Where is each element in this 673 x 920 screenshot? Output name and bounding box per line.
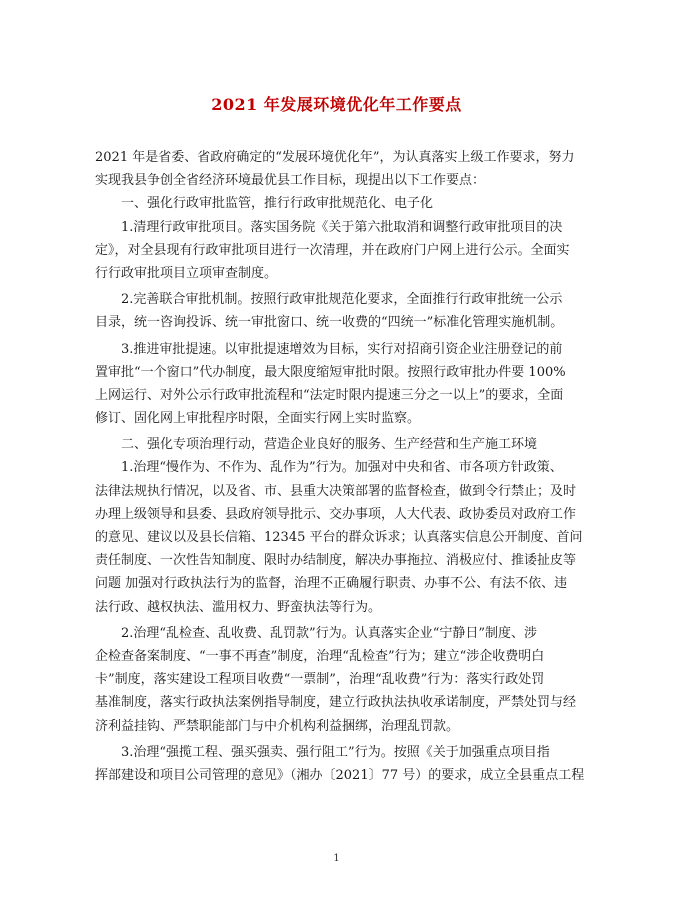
- paragraph-line: 置审批“一个窗口”代办制度，最大限度缩短审批时限。按照行政审批办件要 100%: [95, 364, 566, 380]
- paragraph-line: 法行政、越权执法、滥用权力、野蛮执法等行为。: [95, 599, 382, 615]
- paragraph-line: 基准制度，落实行政执法案例指导制度，建立行政执法执收承诺制度，严禁处罚与经: [95, 695, 577, 711]
- paragraph-line: 挥部建设和项目公司管理的意见》（湘办〔2021〕77 号）的要求，成立全县重点工程: [95, 767, 585, 783]
- paragraph-line: 问题 加强对行政执法行为的监督，治理不正确履行职责、办事不公、有法不依、违: [95, 576, 568, 592]
- page-number: 1: [333, 853, 340, 864]
- paragraph-line: 1.清理行政审批项目。落实国务院《关于第六批取消和调整行政审批项目的决: [121, 219, 563, 235]
- paragraph-line: 卡”制度，落实建设工程项目收费“一票制”，治理“乱收费”行为：落实行政处罚: [95, 672, 545, 688]
- paragraph-line: 2.完善联合审批机制。按照行政审批规范化要求，全面推行行政审批统一公示: [121, 292, 563, 308]
- section-heading: 二、强化专项治理行动，营造企业良好的服务、生产经营和生产施工环境: [121, 437, 538, 453]
- document-title: 2021 年发展环境优化年工作要点: [211, 95, 462, 114]
- paragraph-line: 上网运行、对外公示行政审批流程和“法定时限内提速三分之一以上”的要求，全面: [95, 387, 564, 403]
- paragraph-line: 济利益挂钩、严禁职能部门与中介机构利益捆绑，治理乱罚款。: [95, 718, 460, 734]
- paragraph-line: 2021 年是省委、省政府确定的“发展环境优化年”，为认真落实上级工作要求，努力: [95, 150, 575, 165]
- paragraph-line: 的意见、建议以及县长信箱、12345 平台的群众诉求；认真落实信息公开制度、首问: [95, 530, 583, 545]
- paragraph-line: 法律法规执行情况，以及省、市、县重大决策部署的监督检查，做到令行禁止；及时: [95, 483, 577, 499]
- paragraph-line: 1.治理“慢作为、不作为、乱作为”行为。加强对中央和省、市各项方针政策、: [121, 460, 563, 476]
- paragraph-line: 3.推进审批提速。以审批提速增效为目标，实行对招商引资企业注册登记的前: [121, 341, 563, 357]
- paragraph-line: 目录，统一咨询投诉、统一审批窗口、统一收费的“四统一”标准化管理实施机制。: [95, 315, 564, 331]
- paragraph-line: 行行政审批项目立项审查制度。: [95, 265, 278, 281]
- section-heading: 一、强化行政审批监管，推行行政审批规范化、电子化: [121, 196, 434, 212]
- paragraph-line: 办理上级领导和县委、县政府领导批示、交办事项，人大代表、政协委员对政府工作: [95, 506, 577, 522]
- paragraph-line: 修订、固化网上审批程序时限，全面实行网上实时监察。: [95, 411, 421, 427]
- paragraph-line: 实现我县争创全省经济环境最优县工作目标，现提出以下工作要点：: [95, 173, 486, 189]
- document-body: [95, 146, 593, 787]
- paragraph-line: 3.治理“强揽工程、强买强卖、强行阻工”行为。按照《关于加强重点项目指: [121, 744, 550, 760]
- paragraph-line: 企检查备案制度、“一事不再查”制度，治理“乱检查”行为；建立“涉企收费明白: [95, 648, 545, 664]
- paragraph-line: 定》，对全县现有行政审批项目进行一次清理，并在政府门户网上进行公示。全面实: [95, 242, 570, 258]
- paragraph-line: 2.治理“乱检查、乱收费、乱罚款”行为。认真落实企业“宁静日”制度、涉: [121, 625, 537, 641]
- paragraph-line: 责任制度、一次性告知制度、限时办结制度，解决办事拖拉、消极应付、推诿扯皮等: [95, 553, 577, 569]
